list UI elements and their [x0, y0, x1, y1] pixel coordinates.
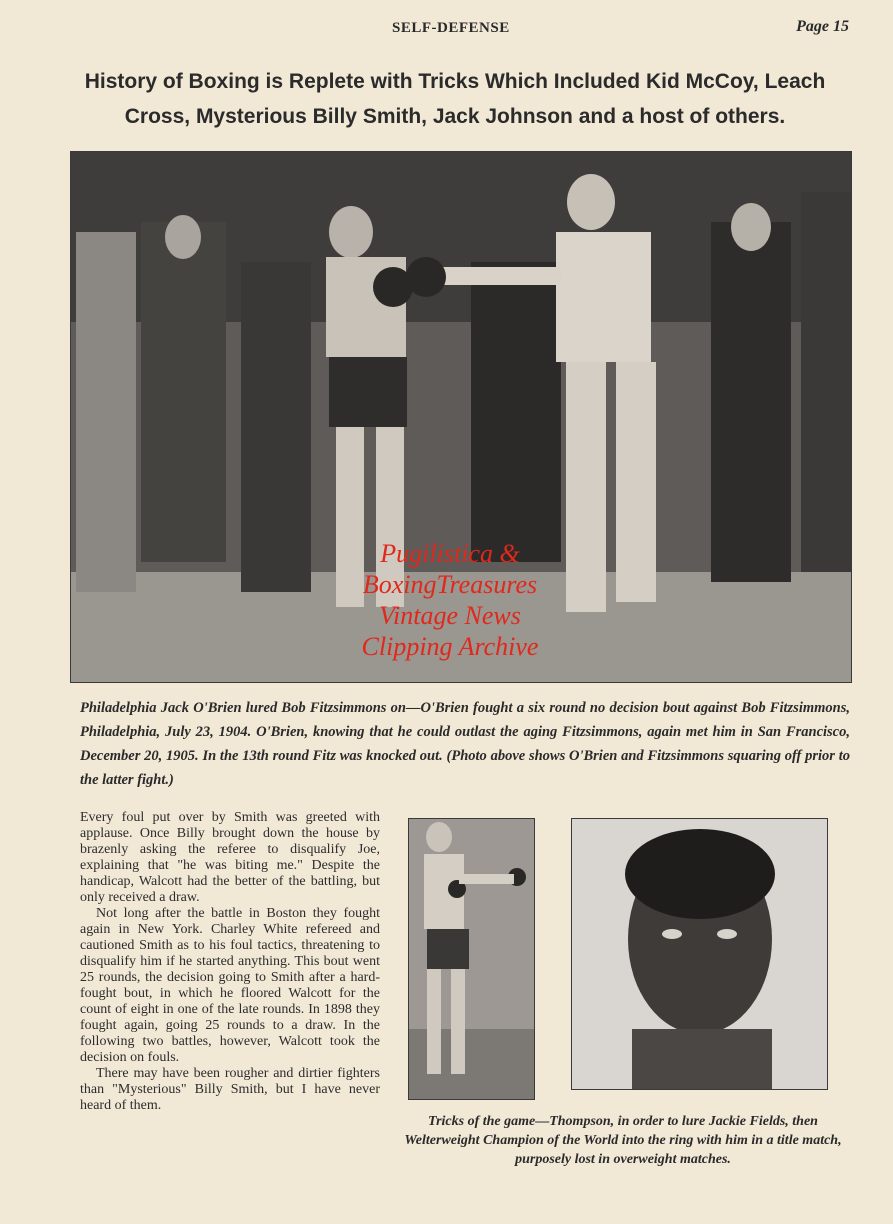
- fighter-portrait-photo: [571, 818, 828, 1090]
- watermark-line-3: Vintage News: [379, 601, 521, 630]
- body-paragraph: Every foul put over by Smith was greeted with applause. Once Billy brought down the house by brazenly asking the referee to disqualify Joe, explaining that "he was biting me." Despite the handicap, Walcott had the better of the battling, but only received a draw.: [80, 810, 380, 905]
- boxer-stance-photo: [408, 818, 535, 1100]
- body-paragraph: Not long after the battle in Boston they fought again in New York. Charley White refereed and cautioned Smith as to his foul tactics, threatening to disqualify him if he started anything. This bout went 25 rounds, the decision going to Smith after a hard-fought bout, in which he floored Walcott for the count of eight in one of the late rounds. In 1898 they fought again, going 25 rounds to a draw. In the following two battles, however, Walcott took the decision on fouls.: [80, 906, 380, 1065]
- main-photo-caption: Philadelphia Jack O'Brien lured Bob Fitzsimmons on—O'Brien fought a six round no decision bout against Bob Fitzsimmons, Philadelphia, July 23, 1904. O'Brien, knowing that he could outlast the aging Fitzsimmons, again met him in San Francisco, December 20, 1905. In the 13th round Fitz was knocked out. (Photo above shows O'Brien and Fitzsimmons squaring off prior to the latter fight.): [80, 700, 850, 788]
- watermark-line-2: BoxingTreasures: [362, 570, 538, 599]
- running-head: [0, 20, 893, 42]
- small-photos-caption: Tricks of the game—Thompson, in order to lure Jackie Fields, then Welterweight Champion of the World into the ring with him in a title match, purposely lost in overweight matches.: [404, 1114, 842, 1167]
- article-body: [80, 810, 380, 1114]
- headline: History of Boxing is Replete with Tricks Which Included Kid McCoy, Leach Cross, Mysterious Billy Smith, Jack Johnson and a host of others.: [84, 70, 826, 128]
- watermark-line-4: Clipping Archive: [361, 632, 539, 661]
- running-title: SELF-DEFENSE: [392, 20, 510, 36]
- page-number: Page 15: [796, 18, 849, 35]
- watermark-line-1: Pugilistica &: [380, 539, 520, 568]
- watermark: [300, 538, 600, 662]
- body-paragraph: There may have been rougher and dirtier fighters than "Mysterious" Billy Smith, but I have never heard of them.: [80, 1066, 380, 1113]
